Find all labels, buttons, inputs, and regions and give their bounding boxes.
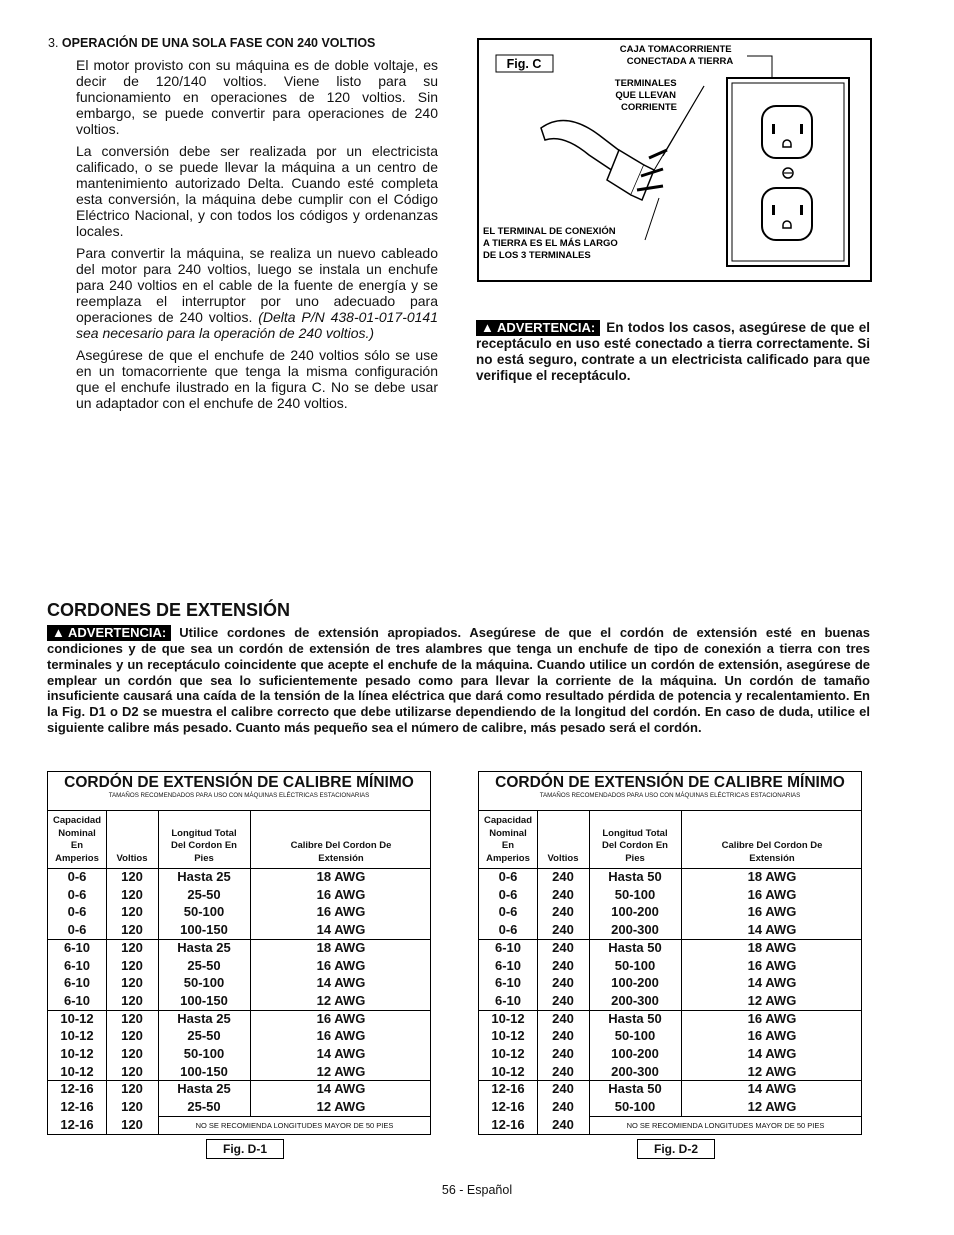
outlet-plate (732, 83, 844, 261)
table-cell: 16 AWG (316, 957, 366, 973)
warning-badge (47, 625, 171, 641)
table-cell: 120 (121, 1028, 143, 1044)
column-header: Capacidad Nominal En Amperios (483, 815, 533, 864)
table-cell: 18 AWG (747, 869, 797, 884)
section-heading (48, 36, 375, 50)
table-cell: 240 (552, 1010, 574, 1026)
table-cell: 100-200 (611, 904, 659, 920)
table-cell: 50-100 (614, 886, 656, 902)
table-title: CORDÓN DE EXTENSIÓN DE CALIBRE MÍNIMO (64, 774, 414, 791)
table-cell: 100-150 (180, 992, 228, 1008)
paragraph-3-note: (Delta P/N 438-01-017-0141 sea necesario para la operación de 240 voltios.) (76, 309, 439, 341)
warning-receptacle (476, 320, 870, 383)
table-cell: 6-10 (494, 957, 522, 973)
table-cell: 240 (552, 1046, 574, 1061)
section-body (76, 57, 438, 417)
fig-c-label: Fig. C (506, 57, 542, 71)
table-cell: Hasta 25 (177, 939, 231, 955)
table-subtitle: TAMAÑOS RECOMENDADOS PARA USO CON MÁQUINAS ELÉCTRICAS ESTACIONARIAS (539, 792, 801, 799)
table-cell: 240 (552, 886, 574, 902)
paragraph-2: La conversión debe ser realizada por un electricista calificado, o se puede llevar la máquina a un centro de mantenimiento autorizado Delta. Cuando esté completa esta conversión, la máquina debe cumplir con el Código Eléctrico Nacional, y con todos los códigos y ordenanzas locales. (76, 143, 438, 239)
table-cell: 0-6 (498, 904, 518, 920)
table-cell: 50-100 (614, 1028, 656, 1044)
column-header: Capacidad Nominal En Amperios (52, 815, 102, 864)
warning-badge-label: ADVERTENCIA: (68, 625, 167, 640)
receptacle-lower (762, 188, 812, 240)
table-cell: 12-16 (60, 1099, 94, 1115)
table-cell: 6-10 (63, 992, 91, 1008)
length-note: NO SE RECOMIENDA LONGITUDES MAYOR DE 50 PIES (158, 1116, 430, 1134)
warning-badge-label: ADVERTENCIA: (497, 320, 596, 335)
table-cell: 16 AWG (316, 904, 366, 920)
table-cell: 120 (121, 975, 143, 991)
table-cell: 14 AWG (316, 1081, 366, 1097)
figure-c-illustration (479, 40, 870, 280)
table-cell: 14 AWG (747, 922, 797, 938)
table-cell: 16 AWG (316, 1010, 366, 1026)
table-cell: 100-150 (180, 922, 228, 938)
table-cell: 100-200 (611, 1046, 659, 1061)
table-cell: 120 (121, 1063, 143, 1079)
table-cell: 12 AWG (316, 992, 366, 1008)
table-cell: 0-6 (498, 886, 518, 902)
table-cell: 50-100 (614, 957, 656, 973)
table-cell: 16 AWG (747, 886, 797, 902)
table-cell: 10-12 (60, 1010, 94, 1026)
column-header: Longitud Total Del Cordon En Pies (602, 827, 668, 864)
table-cell: 6-10 (494, 992, 522, 1008)
table-cell: 50-100 (183, 1046, 225, 1061)
table-cell: Hasta 50 (608, 1081, 662, 1097)
table-cell: 14 AWG (747, 975, 797, 991)
table-cell: 120 (121, 992, 143, 1008)
table-cell: 6-10 (63, 939, 91, 955)
table-cell: 240 (552, 922, 574, 938)
table-cell: 120 (121, 1116, 143, 1132)
table-cell: Hasta 25 (177, 1010, 231, 1026)
table-cell: 14 AWG (747, 1081, 797, 1097)
table-cell: 10-12 (491, 1046, 525, 1061)
table-cell: 14 AWG (316, 922, 366, 938)
table-cell: 0-6 (67, 904, 87, 920)
table-cell: 120 (121, 1010, 143, 1026)
table-title: CORDÓN DE EXTENSIÓN DE CALIBRE MÍNIMO (495, 774, 845, 791)
table-cell: 12-16 (491, 1099, 525, 1115)
table-cell: Hasta 50 (608, 1010, 662, 1026)
table-cell: 120 (121, 904, 143, 920)
cordones-body (47, 625, 870, 736)
table-cell: 120 (121, 1099, 143, 1115)
table-cell: 240 (552, 1116, 574, 1132)
table-cell: 18 AWG (747, 939, 797, 955)
table-subtitle: TAMAÑOS RECOMENDADOS PARA USO CON MÁQUINAS ELÉCTRICAS ESTACIONARIAS (108, 792, 370, 799)
table-cell: 240 (552, 904, 574, 920)
table-cell: 25-50 (187, 1028, 221, 1044)
table-cell: 25-50 (187, 1099, 221, 1115)
table-cell: Hasta 50 (608, 939, 662, 955)
table-cell: 12 AWG (747, 1099, 797, 1115)
table-cell: 14 AWG (747, 1046, 797, 1061)
table-cell: 16 AWG (316, 886, 366, 902)
table-cell: 120 (121, 1046, 143, 1061)
table-cell: 100-200 (611, 975, 659, 991)
callout-live-terminals: TERMINALES QUE LLEVAN CORRIENTE (614, 78, 677, 113)
paragraph-4: Asegúrese de que el enchufe de 240 voltios sólo se use en un tomacorriente que tenga la misma configuración que el enchufe ilustrado en la figura C. No se debe usar un adaptador con el enchufe de 240 voltios. (76, 347, 438, 411)
table-cell: 16 AWG (747, 957, 797, 973)
table-cell: 240 (552, 992, 574, 1008)
table-cell: 6-10 (63, 957, 91, 973)
paragraph-3-main: Para convertir la máquina, se realiza un nuevo cableado del motor para 240 voltios, luego se instala un enchufe para 240 voltios en el cable de la fuente de energía y se reemplaza el interruptor por uno adecuado para operaciones de 240 voltios. (76, 245, 438, 325)
table-cell: 6-10 (63, 975, 91, 991)
paragraph-3 (76, 245, 438, 341)
table-cell: 0-6 (498, 869, 518, 884)
table-cell: 18 AWG (316, 869, 366, 884)
table-cell: 240 (552, 939, 574, 955)
table-cell: 240 (552, 1028, 574, 1044)
warning-text: En todos los casos, asegúrese de que el receptáculo en uso esté conectado a tierra correctamente. Si no está seguro, contrate a un electricista calificado para que verifique el receptáculo. (476, 320, 870, 383)
table-cell: 10-12 (491, 1063, 525, 1079)
table-cell: 120 (121, 869, 143, 884)
table-cell: 120 (121, 922, 143, 938)
table-cell: 240 (552, 975, 574, 991)
table-cell: 12-16 (60, 1081, 94, 1097)
cordones-text: Utilice cordones de extensión apropiados. Asegúrese de que el cordón de extensión esté en buenas condiciones y de que sea un cordón de extensión de tres alambres que tenga un enchufe de tipo de conexión a tierra con tres terminales y un receptáculo coincidente que acepte el enchufe de la máquina. Cuando utilice un cordón de extensión, asegúrese de emplear un cordón que sea lo suficientemente pesado como para llevar la corriente de la máquina. Un cordón de tamaño insuficiente causará una caída de la tensión de la línea eléctrica que dará como resultado pérdida de potencia y recalentamiento. En la Fig. D1 o D2 se muestra el calibre correcto que debe utilizarse dependiendo de la longitud del cordón. En caso de duda, utilice el siguiente calibre más pesado. Cuanto más pequeño sea el número de calibre, más pesado será el cordón. (47, 625, 870, 735)
figure-c (477, 38, 872, 282)
warning-triangle-icon: ▲ (52, 625, 65, 640)
table-cell: 10-12 (491, 1010, 525, 1026)
table-cell: 200-300 (611, 992, 659, 1008)
fig-label: Fig. D-2 (637, 1139, 715, 1159)
table-cell: 16 AWG (316, 1028, 366, 1044)
table-cell: 6-10 (494, 939, 522, 955)
table-cell: 10-12 (60, 1063, 94, 1079)
table-title-box (478, 771, 862, 811)
table-cell: 0-6 (498, 922, 518, 938)
table-cell: 0-6 (67, 922, 87, 938)
table-cell: 100-150 (180, 1063, 228, 1079)
table-cell: 12 AWG (747, 1063, 797, 1079)
table-cell: 200-300 (611, 922, 659, 938)
warning-badge (476, 320, 600, 336)
table-cell: 120 (121, 886, 143, 902)
table-cell: 10-12 (60, 1046, 94, 1061)
plug-illustration (541, 121, 667, 200)
table-cell: 120 (121, 1081, 143, 1097)
table-cell: 12 AWG (316, 1099, 366, 1115)
column-header: Calibre Del Cordon De Extensión (721, 840, 823, 864)
length-note: NO SE RECOMIENDA LONGITUDES MAYOR DE 50 PIES (589, 1116, 861, 1134)
table-cell: 25-50 (187, 957, 221, 973)
table-cell: Hasta 50 (608, 869, 662, 884)
table-cell: 240 (552, 1099, 574, 1115)
table-cell: 0-6 (67, 869, 87, 884)
table-cell: 240 (552, 1081, 574, 1097)
table-cell: 12-16 (491, 1081, 525, 1097)
leader-ground (645, 198, 659, 240)
leader-box (747, 56, 772, 78)
table-cell: Hasta 25 (177, 869, 231, 884)
table-cell: 12 AWG (747, 992, 797, 1008)
table-cell: 12-16 (491, 1116, 525, 1132)
fig-label: Fig. D-1 (206, 1139, 284, 1159)
receptacle-upper (762, 106, 812, 158)
table-cell: 120 (121, 957, 143, 973)
page-footer: 56 - Español (441, 1183, 513, 1197)
table-cell: 14 AWG (316, 1046, 366, 1061)
column-header: Calibre Del Cordon De Extensión (290, 840, 392, 864)
column-header: Voltios (547, 852, 579, 864)
section-title: OPERACIÓN DE UNA SOLA FASE CON 240 VOLTIOS (61, 36, 376, 50)
table-cell: 12-16 (60, 1116, 94, 1132)
table-cell: 12 AWG (316, 1063, 366, 1079)
table-cell: 16 AWG (747, 1028, 797, 1044)
callout-receptacle-box: CAJA TOMACORRIENTE CONECTADA A TIERRA (619, 44, 734, 67)
table-cell: 120 (121, 939, 143, 955)
table-cell: 10-12 (491, 1028, 525, 1044)
table-cell: 16 AWG (747, 1010, 797, 1026)
column-header: Longitud Total Del Cordon En Pies (171, 827, 237, 864)
paragraph-1: El motor provisto con su máquina es de doble voltaje, es decir de 120/140 voltios. Viene listo para su funcionamiento en operaciones de 120 voltios. Sin embargo, se puede convertir para operaciones de 240 voltios. (76, 57, 438, 137)
column-header: Voltios (116, 852, 148, 864)
table-cell: 10-12 (60, 1028, 94, 1044)
table-cell: 6-10 (494, 975, 522, 991)
table-title-box (47, 771, 431, 811)
callout-ground-terminal: EL TERMINAL DE CONEXIÓN A TIERRA ES EL MÁS LARGO DE LOS 3 TERMINALES (483, 226, 618, 261)
table-cell: 0-6 (67, 886, 87, 902)
table-cell: 25-50 (187, 886, 221, 902)
table-cell: 16 AWG (747, 904, 797, 920)
table-cell: 50-100 (614, 1099, 656, 1115)
table-cell: 14 AWG (316, 975, 366, 991)
table-cell: 50-100 (183, 975, 225, 991)
table-cell: 200-300 (611, 1063, 659, 1079)
cordones-title: CORDONES DE EXTENSIÓN (47, 600, 291, 620)
table-grid (47, 811, 431, 1135)
table-cell: 240 (552, 869, 574, 884)
table-cell: 240 (552, 957, 574, 973)
table-grid (478, 811, 862, 1135)
table-cell: 240 (552, 1063, 574, 1079)
table-cell: 50-100 (183, 904, 225, 920)
section-number: 3. (48, 36, 59, 50)
table-cell: 18 AWG (316, 939, 366, 955)
table-cell: Hasta 25 (177, 1081, 231, 1097)
warning-triangle-icon: ▲ (481, 320, 494, 335)
